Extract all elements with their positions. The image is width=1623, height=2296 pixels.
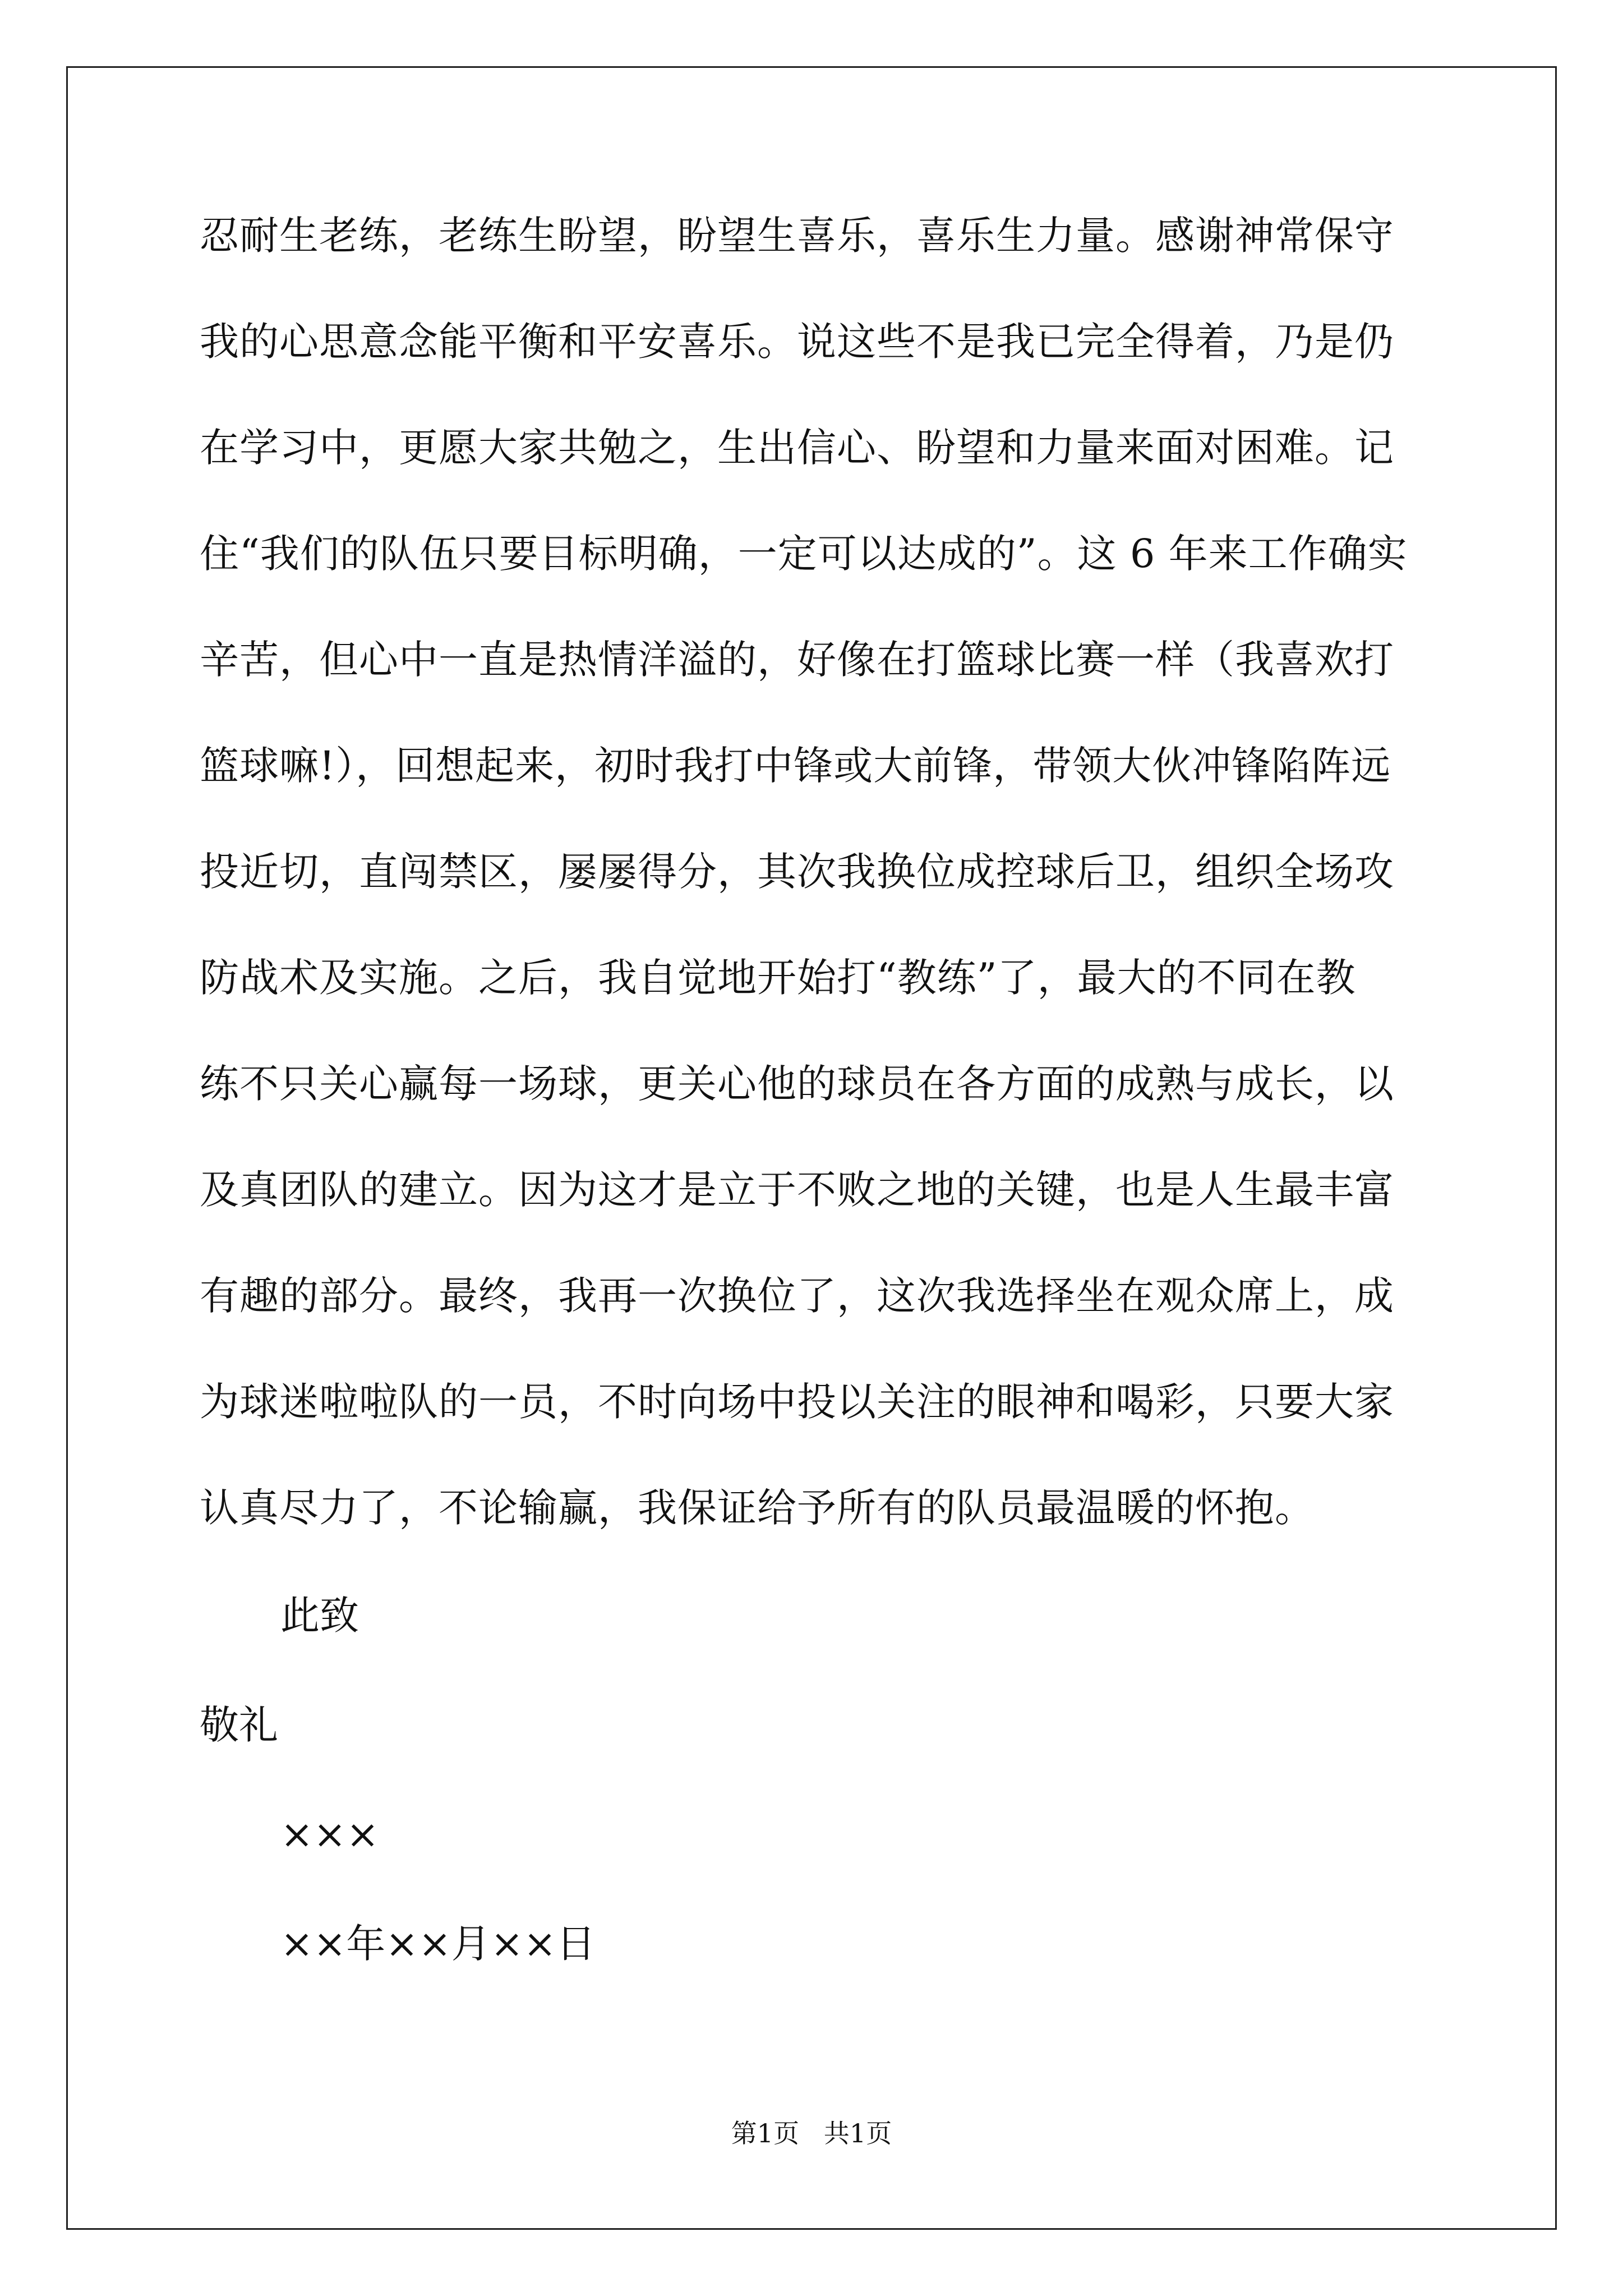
page-border [66,66,1557,2230]
body-line-8: 防战术及实施。之后，我自觉地开始打“教练”了，最大的不同在教 [200,955,1356,1001]
letter-date: ××年××月××日 [280,1921,596,1967]
body-line-4: 住“我们的队伍只要目标明确，一定可以达成的”。这 6 年来工作确实 [200,531,1408,577]
body-line-10: 及真团队的建立。因为这才是立于不败之地的关键，也是人生最丰富 [200,1167,1394,1213]
body-line-1: 忍耐生老练，老练生盼望，盼望生喜乐，喜乐生力量。感谢神常保守 [200,213,1394,259]
body-line-2: 我的心思意念能平衡和平安喜乐。说这些不是我已完全得着，乃是仍 [200,319,1394,365]
body-line-12: 为球迷啦啦队的一员，不时向场中投以关注的眼神和喝彩，只要大家 [200,1379,1394,1425]
salutation-cizhi: 此致 [280,1593,359,1639]
body-line-13: 认真尽力了，不论输赢，我保证给予所有的队员最温暖的怀抱。 [200,1485,1315,1531]
body-line-5: 辛苦，但心中一直是热情洋溢的，好像在打篮球比赛一样（我喜欢打 [200,637,1394,683]
page-number-footer: 第1页 共1页 [731,2118,892,2148]
salutation-jingli: 敬礼 [200,1702,278,1748]
body-line-7: 投近切，直闯禁区，屡屡得分，其次我换位成控球后卫，组织全场攻 [200,849,1394,895]
body-line-6: 篮球嘛!），回想起来，初时我打中锋或大前锋，带领大伙冲锋陷阵远 [200,743,1391,789]
signature: ××× [280,1811,379,1857]
body-line-3: 在学习中，更愿大家共勉之，生出信心、盼望和力量来面对困难。记 [200,425,1394,471]
body-line-9: 练不只关心赢每一场球，更关心他的球员在各方面的成熟与成长，以 [200,1061,1394,1107]
body-line-11: 有趣的部分。最终，我再一次换位了，这次我选择坐在观众席上，成 [200,1273,1394,1319]
